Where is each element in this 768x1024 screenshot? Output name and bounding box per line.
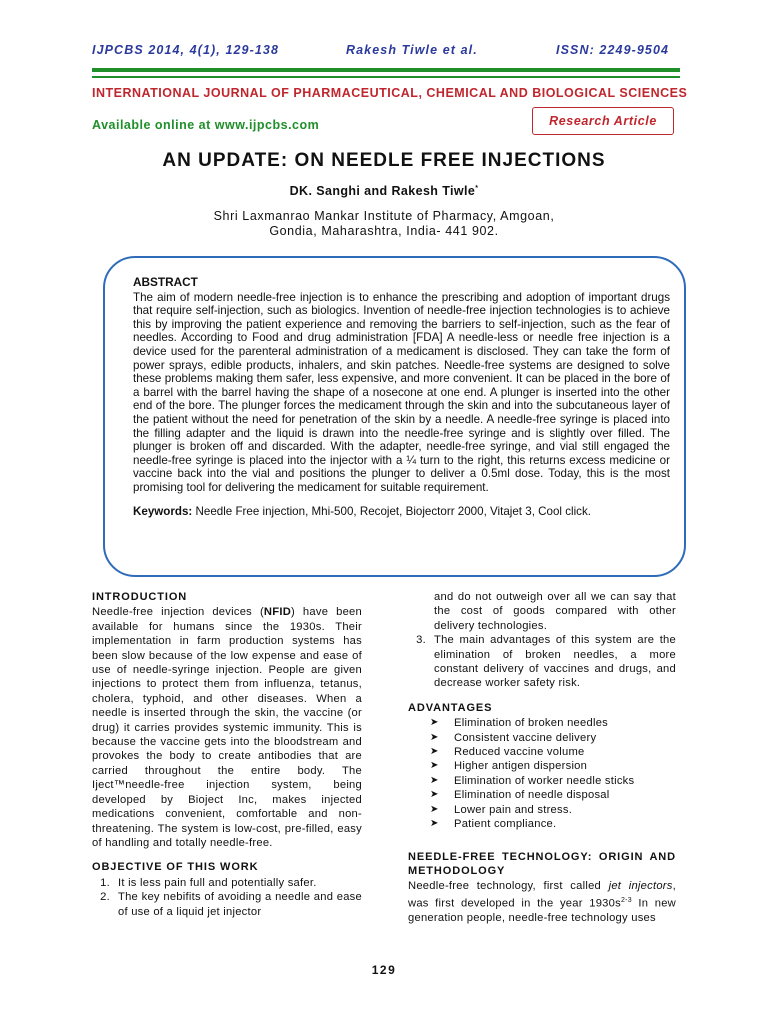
running-authors: Rakesh Tiwle et al.	[346, 43, 478, 57]
list-item	[430, 716, 676, 730]
right-column	[408, 590, 676, 925]
list-item	[430, 788, 676, 802]
list-text: The main advantages of this system are the elimination of broken needles, a more constant delivery of vaccines and drugs, and decrease worker safety risk.	[434, 634, 676, 690]
tech-text-part: In new generation people, needle-free technology uses	[408, 897, 676, 924]
list-number: 1.	[100, 876, 110, 889]
article-title: AN UPDATE: ON NEEDLE FREE INJECTIONS	[162, 150, 606, 171]
objective-list-continued	[408, 590, 676, 691]
keywords-label: Keywords:	[133, 504, 193, 518]
arrow-bullet-icon: ➤	[430, 803, 439, 815]
introduction-heading: INTRODUCTION	[92, 591, 188, 603]
arrow-bullet-icon: ➤	[430, 731, 439, 743]
list-item	[408, 633, 676, 691]
affiliation-line-2: Gondia, Maharashtra, India- 441 902.	[269, 224, 499, 238]
list-item	[430, 745, 676, 759]
intro-text-part: ) have been available for humans since the 1930s. Their implementation in farm production systems has been slow because of the low expense and ease of use of needle-syringe injection. People are given injections to protect them from influenza, tetanus, cholera, typhoid, and other diseases. When a needle is inserted through the skin, the vaccine (or drug) it carries provides systemic immunity. This is because the vaccine gets into the bloodstream and provokes the body to create antibodies that are carried throughout the entire body. The Iject™needle-free injection system, being developed by Bioject Inc, makes injected medications convenient, comfortable and non-threatening. The system is low-cost, pre-filled, easy of handling and totally needle-free.	[92, 606, 362, 849]
list-text: Higher antigen dispersion	[454, 760, 588, 773]
abstract-heading: ABSTRACT	[133, 275, 198, 289]
journal-url[interactable]: www.ijpcbs.com	[214, 118, 320, 132]
affiliation-line-1: Shri Laxmanrao Mankar Institute of Pharmacy, Amgoan,	[213, 209, 555, 223]
list-text: Elimination of worker needle sticks	[454, 774, 635, 787]
objective-list	[92, 876, 362, 919]
list-item	[430, 731, 676, 745]
list-item	[430, 817, 676, 831]
citation-superscript: 2-3	[620, 896, 632, 904]
intro-abbreviation: NFID	[263, 606, 292, 619]
abstract-text: The aim of modern needle-free injection is to enhance the prescribing and adoption of important drugs that require self-injection, such as biologics. Invention of needle-free injection technologies is to achieve this by improving the patient experience and removing the barriers to self-injection, such as the fear of needles. According to Food and drug administration [FDA] A needle-less or needle free injection is a device used for the parenteral administration of a medicament is disclosed. They can take the form of power sprays, edible products, inhalers, and skin patches. Needle-free systems are designed to solve these problems making them safer, less expensive, and more convenient. It can be placed in the bore of a barrel with the barrel having the shape of a nosecone at one end. A plunger is inserted into the other end of the bore. The plunger forces the medicament through the skin and into the subcutaneous layer of the patient without the need for penetration of the skin by a needle. A needle-free syringe is placed into the filling adapter and the liquid is drawn into the needle-free syringe and is slightly over filled. The plunger is broken off and discarded. With the adapter, needle-free syringe, and vial still engaged the needle-free syringe is placed into the injector with a ¼ turn to the right, this returns excess medicine or vaccine back into the vial and positions the plunger to deliver a 0.5ml dose. Today, this is the most promising tool for delivering the medicament for suitable requirement.	[133, 290, 670, 494]
advantages-heading: ADVANTAGES	[408, 701, 493, 714]
technology-heading: NEEDLE-FREE TECHNOLOGY: ORIGIN AND METHODOLOGY	[408, 850, 676, 877]
header-rule-thin	[92, 76, 680, 78]
journal-name: INTERNATIONAL JOURNAL OF PHARMACEUTICAL, CHEMICAL AND BIOLOGICAL SCIENCES	[92, 86, 688, 100]
tech-italic-term: jet injectors	[608, 880, 673, 893]
citation: IJPCBS 2014, 4(1), 129-138	[92, 43, 280, 57]
tech-text-part: Needle-free technology, first called	[408, 880, 609, 893]
list-text: and do not outweigh over all we can say that the cost of goods compared with other delivery technologies.	[434, 591, 676, 632]
list-item	[430, 774, 676, 788]
header-rule-thick	[92, 68, 680, 72]
list-text: Reduced vaccine volume	[454, 746, 585, 759]
list-text: The key nebifits of avoiding a needle and ease of use of a liquid jet injector	[118, 891, 362, 918]
list-number: 2.	[100, 891, 110, 904]
objective-heading: OBJECTIVE OF THIS WORK	[92, 861, 259, 874]
list-item	[430, 803, 676, 817]
arrow-bullet-icon: ➤	[430, 760, 439, 772]
list-item	[92, 876, 362, 890]
arrow-bullet-icon: ➤	[430, 789, 439, 801]
list-text: Patient compliance.	[454, 818, 557, 831]
advantages-list	[430, 716, 676, 831]
author-names	[0, 184, 768, 198]
availability-prefix: Available online at	[92, 118, 211, 132]
availability	[92, 118, 319, 132]
author-list: DK. Sanghi and Rakesh Tiwle	[289, 184, 476, 198]
issn: ISSN: 2249-9504	[556, 43, 670, 57]
keywords-list: Needle Free injection, Mhi-500, Recojet, Biojectorr 2000, Vitajet 3, Cool click.	[195, 504, 591, 518]
list-item	[430, 759, 676, 773]
list-number: 3.	[416, 634, 426, 647]
introduction-text	[92, 605, 362, 850]
corresponding-mark: *	[475, 184, 479, 192]
intro-text-part: Needle-free injection devices (	[92, 606, 264, 619]
arrow-bullet-icon: ➤	[430, 717, 439, 729]
keywords	[133, 505, 670, 519]
list-text: It is less pain full and potentially safer.	[118, 876, 317, 889]
left-column	[92, 590, 362, 919]
article-type-badge: Research Article	[532, 107, 674, 135]
list-item	[92, 890, 362, 919]
list-text: Elimination of broken needles	[454, 717, 609, 730]
tech-text-part: , was first developed in the year 1930s	[408, 880, 676, 910]
abstract-box	[103, 256, 686, 577]
list-text: Consistent vaccine delivery	[454, 731, 597, 744]
arrow-bullet-icon: ➤	[430, 746, 439, 758]
list-text: Lower pain and stress.	[454, 803, 573, 816]
technology-text	[408, 879, 676, 925]
list-text: Elimination of needle disposal	[454, 789, 610, 802]
list-item	[408, 590, 676, 633]
arrow-bullet-icon: ➤	[430, 774, 439, 786]
page-number: 129	[371, 963, 397, 977]
arrow-bullet-icon: ➤	[430, 818, 439, 830]
